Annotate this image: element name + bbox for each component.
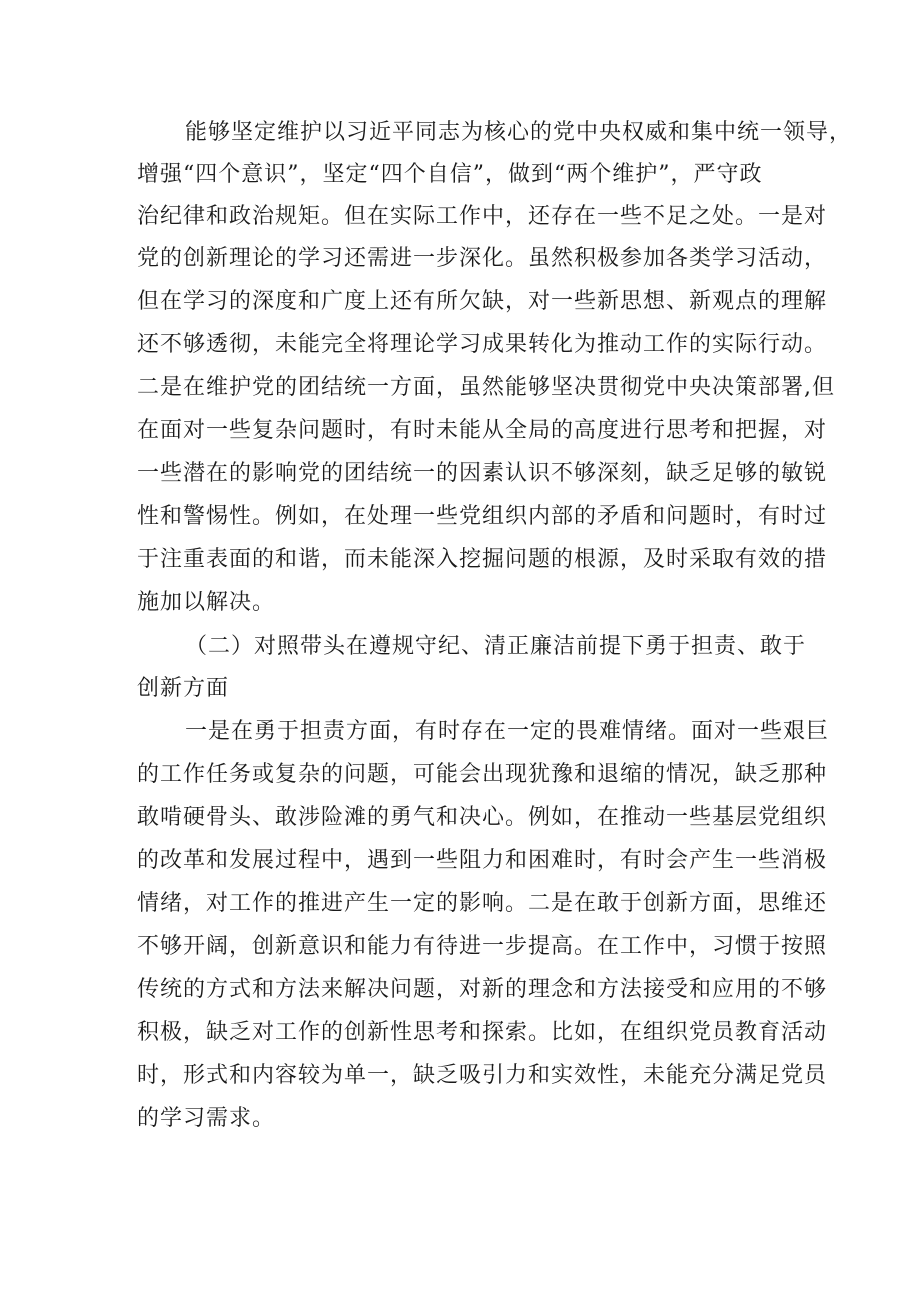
text-line: 不够开阔，创新意识和能力有待进一步提高。在工作中，习惯于按照	[137, 934, 828, 959]
text-line: 施加以解决。	[137, 590, 276, 615]
text-line: 性和警惕性。例如，在处理一些党组织内部的矛盾和问题时，有时过	[137, 504, 828, 529]
text-line: 治纪律和政治规矩。但在实际工作中，还存在一些不足之处。一是对	[137, 204, 828, 229]
text-line: 二是在维护党的团结统一方面，虽然能够坚决贯彻党中央决策部署,但	[137, 375, 835, 400]
text-line: 但在学习的深度和广度上还有所欠缺，对一些新思想、新观点的理解	[137, 289, 828, 314]
text-line: 敢啃硬骨头、敢涉险滩的勇气和决心。例如，在推动一些基层党组织	[137, 805, 828, 830]
text-line: 一些潜在的影响党的团结统一的因素认识不够深刻，缺乏足够的敏锐	[137, 461, 828, 486]
text-line: 的改革和发展过程中，遇到一些阻力和困难时，有时会产生一些消极	[137, 848, 828, 873]
text-line: 积极，缺乏对工作的创新性思考和探索。比如，在组织党员教育活动	[137, 1020, 828, 1045]
text-line: 党的创新理论的学习还需进一步深化。虽然积极参加各类学习活动，	[137, 246, 828, 271]
text-line: 于注重表面的和谐，而未能深入挖掘问题的根源，及时采取有效的措	[137, 547, 828, 572]
text-line: 在面对一些复杂问题时，有时未能从全局的高度进行思考和把握，对	[137, 418, 828, 443]
text-line: 能够坚定维护以习近平同志为核心的党中央权威和集中统一领导，	[185, 120, 853, 145]
text-line: 传统的方式和方法来解决问题，对新的理念和方法接受和应用的不够	[137, 977, 828, 1002]
section-heading: （二）对照带头在遵规守纪、清正廉洁前提下勇于担责、敢于	[185, 634, 807, 659]
text-line: 还不够透彻，未能完全将理论学习成果转化为推动工作的实际行动。	[137, 332, 828, 357]
section-heading: 创新方面	[137, 676, 230, 701]
text-line: 时，形式和内容较为单一，缺乏吸引力和实效性，未能充分满足党员	[137, 1063, 828, 1088]
text-line: 的学习需求。	[137, 1106, 276, 1131]
text-line: 情绪，对工作的推进产生一定的影响。二是在敢于创新方面，思维还	[137, 891, 828, 916]
text-line: 的工作任务或复杂的问题，可能会出现犹豫和退缩的情况，缺乏那种	[137, 762, 828, 787]
text-line: 一是在勇于担责方面，有时存在一定的畏难情绪。面对一些艰巨	[185, 719, 830, 744]
text-line: 增强“四个意识”，坚定“四个自信”，做到“两个维护”，严守政	[137, 162, 763, 187]
